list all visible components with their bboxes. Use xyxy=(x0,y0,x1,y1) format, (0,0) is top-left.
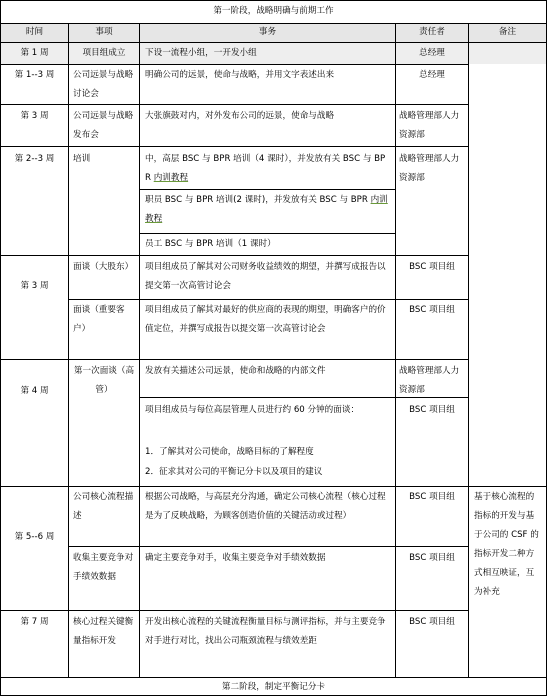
header-time: 时间 xyxy=(25,27,44,37)
row7-owner-a: BSC 项目组 xyxy=(409,492,455,502)
row5-owner-a: BSC 项目组 xyxy=(409,262,455,272)
row2-owner: 总经理 xyxy=(419,70,445,80)
row4-task-b-text: 职员 BSC 与 BPR 培训(2 课时)，并发放有关 BSC 与 BPR xyxy=(145,195,371,205)
row6-task-b-2: 2．征求其对公司的平衡记分卡以及项目的建议 xyxy=(145,467,323,477)
row3-task: 大张旗鼓对内，对外发布公司的远景，使命与战略 xyxy=(145,111,335,121)
row7-task-b: 确定主要竞争对手，收集主要竞争对手绩效数据 xyxy=(145,553,326,563)
row1-item: 项目组成立 xyxy=(82,48,126,58)
line-header xyxy=(0,42,547,43)
col-line-3 xyxy=(395,23,396,678)
row4-task-a xyxy=(145,150,391,188)
col-line-4 xyxy=(468,23,469,678)
row4-task-b-link[interactable]: 内训教程 xyxy=(145,195,388,224)
row4-task-b xyxy=(145,191,391,229)
line-row4 xyxy=(0,255,468,256)
line-row5 xyxy=(0,359,468,360)
line-row7a xyxy=(68,546,468,547)
line-row1 xyxy=(0,64,468,65)
row8-task: 开发出核心流程的关键流程衡量目标与测评指标，并与主要竞争对手进行对比，找出公司瓶颈流程与绩效差距 xyxy=(145,617,386,646)
row6-item: 第一次面谈（高管） xyxy=(73,366,135,395)
row4-task-c: 员工 BSC 与 BPR 培训（1 课时） xyxy=(145,239,276,249)
row7-item-b: 收集主要竞争对手绩效数据 xyxy=(73,553,134,582)
row6-owner-b: BSC 项目组 xyxy=(409,405,455,415)
row7-owner-b: BSC 项目组 xyxy=(409,553,455,563)
line-row3 xyxy=(0,146,468,147)
row1-time: 第 1 周 xyxy=(20,48,49,58)
header-owner: 责任者 xyxy=(419,27,445,37)
header-task: 事务 xyxy=(258,27,277,37)
line-row5a xyxy=(68,299,468,300)
row4-owner: 战略管理部人力资源部 xyxy=(399,154,460,183)
header-remark: 备注 xyxy=(498,27,517,37)
row4-task-a-link[interactable]: 内训教程 xyxy=(153,173,189,183)
row7-time: 第 5--6 周 xyxy=(14,532,55,542)
row4-time: 第 2--3 周 xyxy=(14,154,55,164)
row6-owner-a: 战略管理部人力资源部 xyxy=(399,366,460,395)
row5-task-a: 项目组成员了解其对公司财务收益绩效的期望，并撰写成报告以提交第一次高管讨论会 xyxy=(145,262,386,291)
row7-item-a: 公司核心流程描述 xyxy=(73,492,134,521)
line-row4b xyxy=(139,233,395,234)
row5-time: 第 3 周 xyxy=(20,281,49,291)
row1-owner: 总经理 xyxy=(419,48,445,58)
row8-owner: BSC 项目组 xyxy=(409,617,455,627)
remark-text: 基于核心流程的指标的开发与基于公司的 CSF 的指标开发二种方式相互映证，互为补充 xyxy=(474,492,539,597)
row4-item: 培训 xyxy=(73,154,91,164)
row2-task: 明确公司的远景，使命与战略，并用文字表述出来 xyxy=(145,70,335,80)
row5-item-b: 面谈（重要客户） xyxy=(73,305,125,334)
line-row4a xyxy=(139,189,395,190)
row3-time: 第 3 周 xyxy=(20,111,49,121)
row8-item: 核心过程关键衡量指标开发 xyxy=(73,617,134,646)
row2-item: 公司远景与战略讨论会 xyxy=(73,70,134,99)
row4-task-a-text: 中，高层 BSC 与 BPR 培训（4 课时），并发放有关 BSC 与 BPR xyxy=(145,154,386,183)
row1-task: 下设一流程小组，一开发小组 xyxy=(145,48,257,58)
row2-time: 第 1--3 周 xyxy=(14,70,55,80)
phase1-title: 第一阶段，战略明确与前期工作 xyxy=(213,6,334,16)
row7-task-a: 根据公司战略，与高层充分沟通，确定公司核心流程（核心过程是为了反映战略，为顾客创造价值的关键活动或过程） xyxy=(145,492,386,521)
line-row7 xyxy=(0,610,468,611)
phase2-title: 第二阶段，制定平衡记分卡 xyxy=(221,682,326,692)
row5-item-a: 面谈（大股东） xyxy=(73,262,134,272)
row5-task-b: 项目组成员了解其对最好的供应商的表现的期望，明确客户的价值定位，并撰写成报告以提交第一次高管讨论会 xyxy=(145,305,386,334)
row6-task-b-intro: 项目组成员与每位高层管理人员进行约 60 分钟的面谈： xyxy=(145,405,360,415)
row5-owner-b: BSC 项目组 xyxy=(409,305,455,315)
line-row6 xyxy=(0,486,547,487)
row6-task-b-1: 1．了解其对公司使命，战略目标的了解程度 xyxy=(145,447,314,457)
line-row2 xyxy=(0,104,468,105)
row3-item: 公司远景与战略发布会 xyxy=(73,111,134,140)
header-item: 事项 xyxy=(95,27,113,37)
border-left xyxy=(0,0,1,696)
row3-owner: 战略管理部人力资源部 xyxy=(399,111,460,140)
row6-task-a: 发放有关描述公司远景，使命和战略的内部文件 xyxy=(145,366,326,376)
col-line-2 xyxy=(139,23,140,678)
col-line-1 xyxy=(68,23,69,678)
border-top xyxy=(0,0,547,1)
row8-time: 第 7 周 xyxy=(20,617,49,627)
row6-time: 第 4 周 xyxy=(20,386,49,396)
